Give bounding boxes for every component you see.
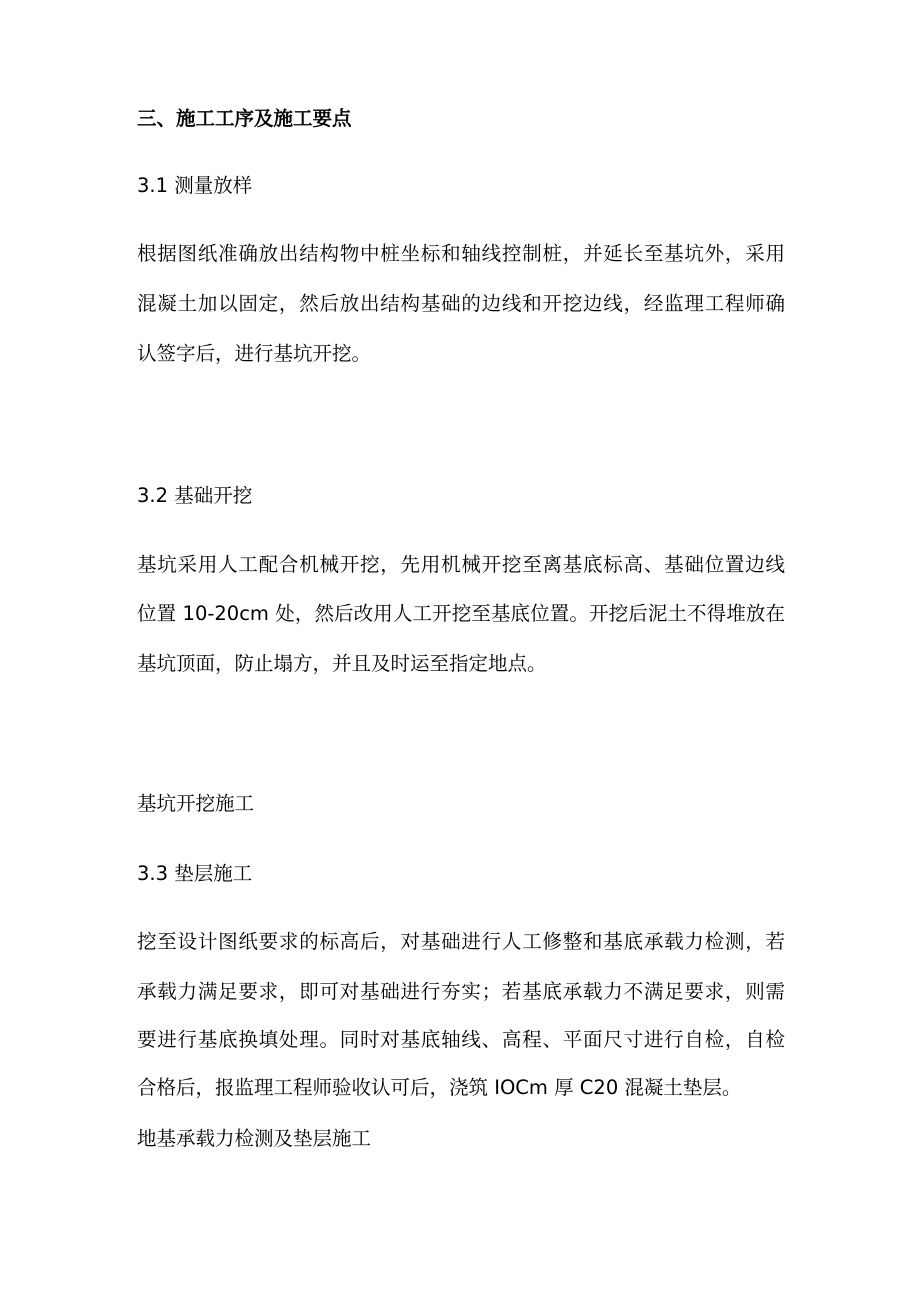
paragraph-3-1-line-3: 认签字后，进行基坑开挖。 xyxy=(137,342,372,365)
paragraph-3-3-line-1: 挖至设计图纸要求的标高后，对基础进行人工修整和基底承载力检测，若 xyxy=(137,930,785,953)
paragraph-3-1-line-1: 根据图纸准确放出结构物中桩坐标和轴线控制桩，并延长至基坑外，采用 xyxy=(137,242,785,265)
paragraph-3-2-line-3: 基坑顶面，防止塌方，并且及时运至指定地点。 xyxy=(137,652,547,675)
paragraph-3-3-line-2: 承载力满足要求，即可对基础进行夯实；若基底承载力不满足要求，则需 xyxy=(137,980,785,1003)
paragraph-3-2-line-1: 基坑采用人工配合机械开挖，先用机械开挖至离基底标高、基础位置边线 xyxy=(137,553,785,576)
paragraph-3-3-line-3: 要进行基底换填处理。同时对基底轴线、高程、平面尺寸进行自检，自检 xyxy=(137,1028,785,1051)
figure-caption-bearing-capacity: 地基承载力检测及垫层施工 xyxy=(137,1127,372,1150)
figure-caption-excavation: 基坑开挖施工 xyxy=(137,792,255,815)
section-title: 三、施工工序及施工要点 xyxy=(137,107,352,130)
paragraph-3-1-line-2: 混凝土加以固定，然后放出结构基础的边线和开挖边线，经监理工程师确 xyxy=(137,292,785,315)
subsection-heading-3-2: 3.2 基础开挖 xyxy=(137,484,253,507)
subsection-heading-3-3: 3.3 垫层施工 xyxy=(137,862,253,885)
paragraph-3-2-line-2: 位置 10-20cm 处，然后改用人工开挖至基底位置。开挖后泥土不得堆放在 xyxy=(137,602,785,625)
subsection-heading-3-1: 3.1 测量放样 xyxy=(137,174,253,197)
paragraph-3-3-line-4: 合格后，报监理工程师验收认可后，浇筑 IOCm 厚 C20 混凝土垫层。 xyxy=(137,1076,742,1099)
